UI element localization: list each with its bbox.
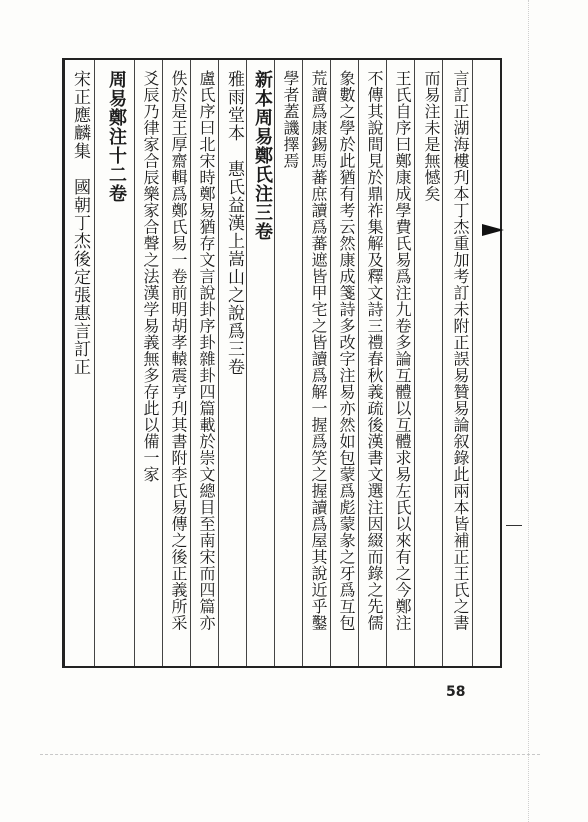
column-rule	[358, 60, 359, 666]
compiler-note: 宋正應麟集 國朝丁杰後定張惠言訂正	[70, 70, 90, 376]
text-column-4: 不傳其說間見於鼎祚集解及釋文詩三禮春秋義疏後漢書文選注因綴而錄之先儒	[365, 70, 384, 631]
column-rule	[162, 60, 163, 666]
text-column-5: 象數之學於此猶有考云然康成箋詩多改字注易亦然如包蒙爲彪蒙彖之牙爲互包	[337, 70, 356, 631]
column-rule	[94, 60, 95, 666]
column-rule	[414, 60, 415, 666]
page-edge-line	[528, 0, 530, 822]
column-rule	[330, 60, 331, 666]
text-column-10: 盧氏序曰北宋時鄭易猶存文言說卦序卦雜卦四篇載於崇文總目至南宋而四篇亦	[197, 70, 216, 631]
scan-noise-line	[40, 754, 540, 756]
entry-title-xinben: 新本周易鄭氏注三卷	[252, 70, 273, 241]
edition-note-yayutang: 雅雨堂本 惠氏益漢上嵩山之說爲三卷	[224, 70, 244, 376]
text-column-7: 學者蓋譏擇焉	[281, 70, 300, 169]
text-column-2: 而易注未是無憾矣	[422, 70, 441, 202]
text-column-1: 言訂正湖海樓刋本丁杰重加考訂未附正誤易贊易論叙錄此兩本皆補正王氏之書	[451, 70, 470, 631]
column-rule	[134, 60, 135, 666]
text-column-11: 佚於是王厚齋輯爲鄭氏易一卷前明胡孝轅震亨刋其書附李氏易傳之後正義所采	[169, 70, 188, 631]
column-rule	[274, 60, 275, 666]
text-column-12: 爻辰乃律家合辰樂家合聲之法漢学易義無多存此以備一家	[141, 70, 160, 483]
column-rule	[218, 60, 219, 666]
column-rule	[472, 60, 473, 666]
page-number: 58	[446, 684, 466, 700]
column-rule	[246, 60, 247, 666]
text-column-3: 王氏自序曰鄭康成學費氏易爲注九卷多論互體以互體求易左氏以來有之今鄭注	[393, 70, 412, 631]
column-rule	[302, 60, 303, 666]
entry-title-zhouyi-zhengzhu: 周易鄭注十二卷	[106, 70, 127, 203]
column-rule	[190, 60, 191, 666]
column-rule	[386, 60, 387, 666]
text-column-6: 荒讀爲康錫馬蕃庶讀爲蕃遮皆甲宅之皆讀爲解一握爲笑之握讀爲屋其說近乎鑿	[309, 70, 328, 631]
edge-tick-mark	[506, 525, 522, 526]
